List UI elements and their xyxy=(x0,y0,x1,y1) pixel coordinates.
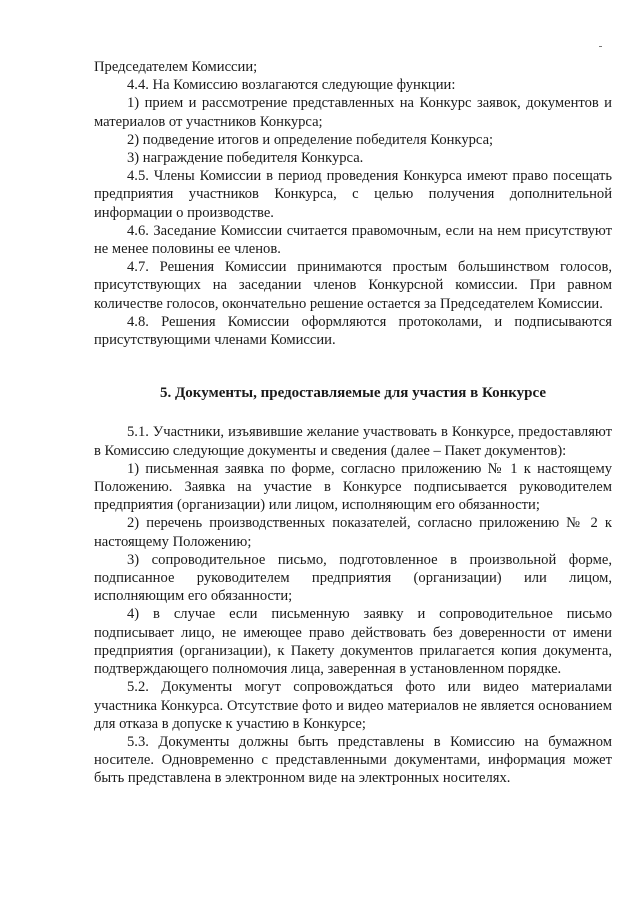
paragraph-5-1-item-2: 2) перечень производственных показателей, согласно приложению № 2 к настоящему Положению; xyxy=(94,515,612,550)
paragraph-4-4-item-1: 1) прием и рассмотрение представленных на Конкурс заявок, документов и материалов от участников Конкурса; xyxy=(94,95,612,130)
paragraph-5-1: 5.1. Участники, изъявившие желание участвовать в Конкурсе, предоставляют в Комиссию следующие документы и сведения (далее – Пакет документов): xyxy=(94,424,612,459)
paragraph-5-1-item-3: 3) сопроводительное письмо, подготовленное в произвольной форме, подписанное руководителем предприятия (организации) или лицом, исполняющим его обязанности; xyxy=(94,551,612,605)
section-5-heading: 5. Документы, предоставляемые для участия в Конкурсе xyxy=(159,385,547,402)
paragraph-4-4: 4.4. На Комиссию возлагаются следующие функции: xyxy=(127,77,456,94)
scan-mark xyxy=(599,46,602,47)
paragraph-4-8: 4.8. Решения Комиссии оформляются протоколами, и подписываются присутствующими членами Комиссии. xyxy=(94,313,612,349)
paragraph-5-3: 5.3. Документы должны быть представлены в Комиссию на бумажном носителе. Одновременно с представленными документами, информация может быть представлена в электронном виде на электронных носителях. xyxy=(94,733,612,787)
paragraph-5-2: 5.2. Документы могут сопровождаться фото или видео материалами участника Конкурса. Отсутствие фото и видео материалов не является основанием для отказа в допуске к участию в Конкурсе; xyxy=(94,679,612,732)
paragraph-4-6: 4.6. Заседание Комиссии считается правомочным, если на нем присутствуют не менее половины ее членов. xyxy=(94,222,612,258)
paragraph-4-4-item-2: 2) подведение итогов и определение победителя Конкурса; xyxy=(127,131,494,148)
paragraph-5-1-item-1: 1) письменная заявка по форме, согласно приложению № 1 к настоящему Положению. Заявка на участие в Конкурсе подписывается руководителем предприятия (организации) или лицом, исполняющим его обязанности; xyxy=(94,460,612,514)
paragraph-4-5: 4.5. Члены Комиссии в период проведения Конкурса имеют право посещать предприятия участников Конкурса, с целью получения дополнительной информации о производстве. xyxy=(94,168,612,221)
paragraph-4-3-tail: Председателем Комиссии; xyxy=(94,59,258,75)
paragraph-5-1-item-4: 4) в случае если письменную заявку и сопроводительное письмо подписывает лицо, не имеющее право действовать без доверенности от имени предприятия (организации), к Пакету документов прилагается копия документа, подтверждающего полномочия лица, заверенная в установленном порядке. xyxy=(94,606,612,678)
paragraph-4-7: 4.7. Решения Комиссии принимаются простым большинством голосов, присутствующих на заседании членов Конкурсной комиссии. При равном количестве голосов, окончательно решение остается за Председателем Комиссии. xyxy=(94,259,612,312)
paragraph-4-4-item-3: 3) награждение победителя Конкурса. xyxy=(127,150,364,167)
